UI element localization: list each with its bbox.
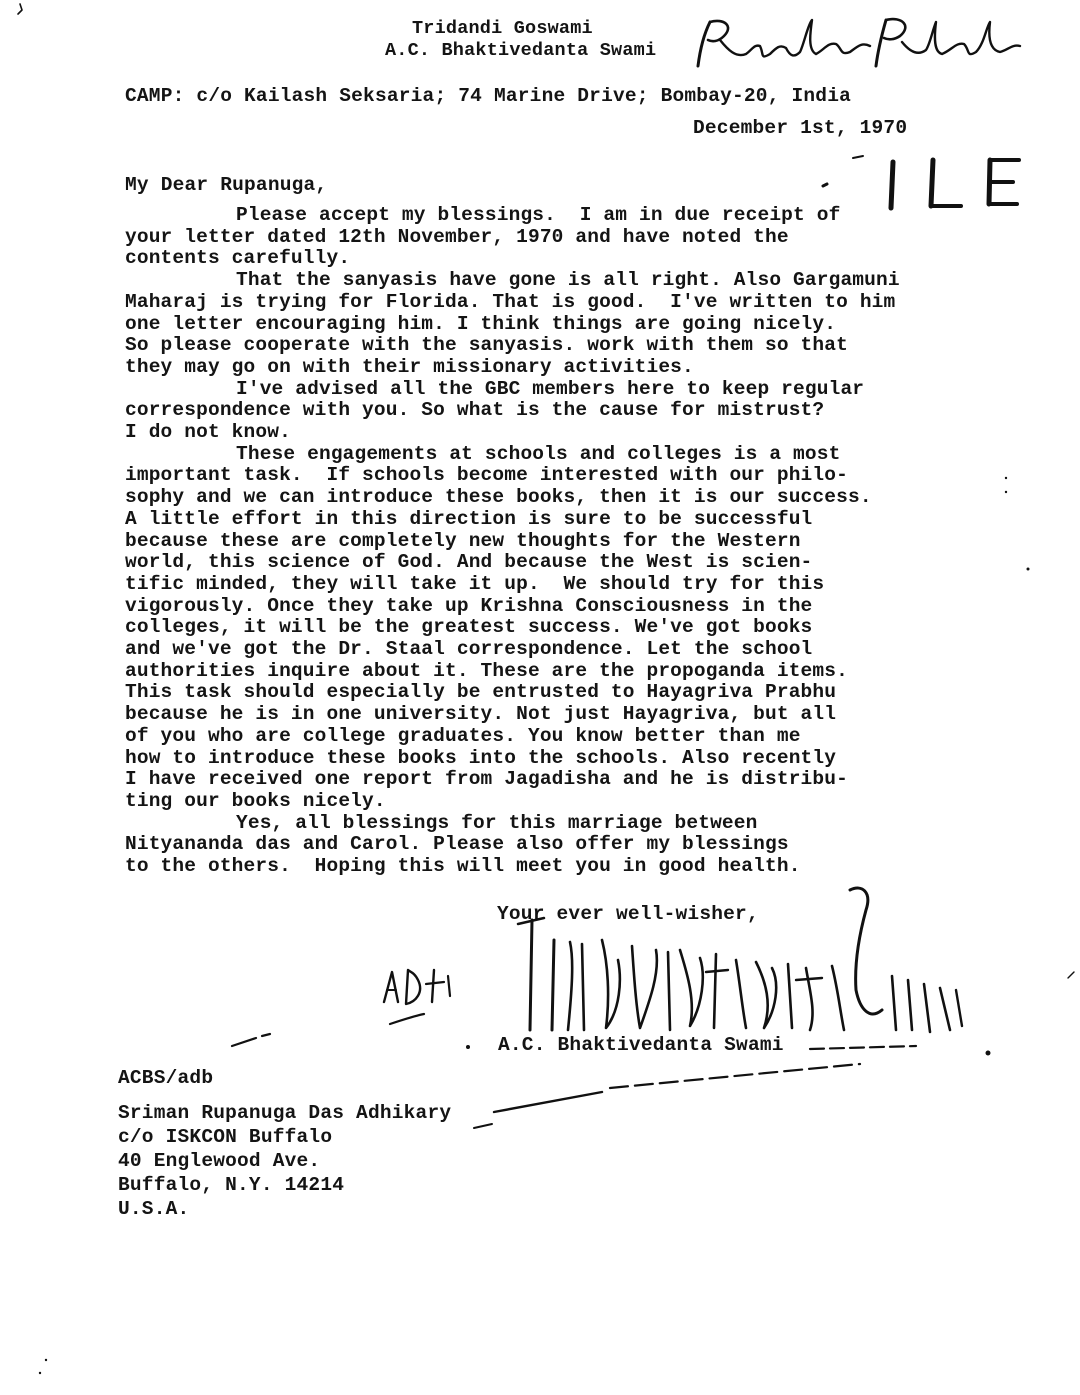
body-line: of you who are college graduates. You know better than me <box>125 724 801 747</box>
body-line: So please cooperate with the sanyasis. work with them so that <box>125 334 848 357</box>
signature-name: A.C. Bhaktivedanta Swami <box>498 1034 784 1056</box>
body-line: A little effort in this direction is sure to be successful <box>125 507 813 530</box>
letterhead-name: A.C. Bhaktivedanta Swami <box>385 40 657 61</box>
body-line: I do not know. <box>125 421 291 444</box>
address-line: Sriman Rupanuga Das Adhikary <box>118 1102 452 1124</box>
body-line: Please accept my blessings. I am in due receipt of <box>236 204 841 226</box>
body-line: correspondence with you. So what is the cause for mistrust? <box>125 399 825 422</box>
reference-initials: ACBS/adb <box>118 1067 214 1089</box>
body-line: sophy and we can introduce these books, then it is our success. <box>125 486 872 509</box>
body-line: how to introduce these books into the schools. Also recently <box>125 746 837 769</box>
body-line: because he is in one university. Not just Hayagriva, but all <box>125 703 837 726</box>
body-line: your letter dated 12th November, 1970 and have noted the <box>125 225 789 248</box>
body-line: they may go on with their missionary activities. <box>125 355 694 378</box>
letter-date: December 1st, 1970 <box>693 117 908 139</box>
body-line: Yes, all blessings for this marriage between <box>236 811 758 834</box>
body-line: I've advised all the GBC members here to keep regular <box>236 377 865 400</box>
address-line: c/o ISKCON Buffalo <box>118 1126 333 1148</box>
body-line: I have received one report from Jagadisha and he is distribu- <box>125 768 848 791</box>
letterhead-title: Tridandi Goswami <box>412 18 593 39</box>
body-line: to the others. Hoping this will meet you in good health. <box>125 855 801 878</box>
body-line: That the sanyasis have gone is all right. Also Gargamuni <box>236 269 900 292</box>
body-line: This task should especially be entrusted to Hayagriva Prabhu <box>125 681 837 704</box>
salutation: My Dear Rupanuga, <box>125 174 328 196</box>
address-line: Buffalo, N.Y. 14214 <box>118 1174 345 1196</box>
body-line: colleges, it will be the greatest success. We've got books <box>125 616 813 639</box>
body-line: because these are completely new thoughts for the Western <box>125 529 801 552</box>
closing-line: Your ever well-wisher, <box>497 903 759 925</box>
address-line: U.S.A. <box>118 1198 190 1220</box>
body-line: These engagements at schools and colleges is a most <box>236 442 841 465</box>
camp-address: CAMP: c/o Kailash Seksaria; 74 Marine Drive; Bombay-20, India <box>125 85 852 107</box>
body-line: and we've got the Dr. Staal correspondence. Let the school <box>125 638 813 661</box>
body-line: Nityananda das and Carol. Please also offer my blessings <box>125 833 789 856</box>
body-line: ting our books nicely. <box>125 789 386 812</box>
recipient-address <box>118 1101 451 1221</box>
body-line: authorities inquire about it. These are the propoganda items. <box>125 659 848 682</box>
address-line: 40 Englewood Ave. <box>118 1150 321 1172</box>
body-line: important task. If schools become interested with our philo- <box>125 464 848 487</box>
body-line: Maharaj is trying for Florida. That is good. I've written to him <box>125 290 896 313</box>
body-line: tific minded, they will take it up. We should try for this <box>125 572 825 595</box>
body-line: one letter encouraging him. I think things are going nicely. <box>125 312 837 335</box>
body-line: world, this science of God. And because the West is scien- <box>125 551 813 574</box>
body-line: vigorously. Once they take up Krishna Consciousness in the <box>125 594 813 617</box>
body-line: contents carefully. <box>125 247 351 270</box>
